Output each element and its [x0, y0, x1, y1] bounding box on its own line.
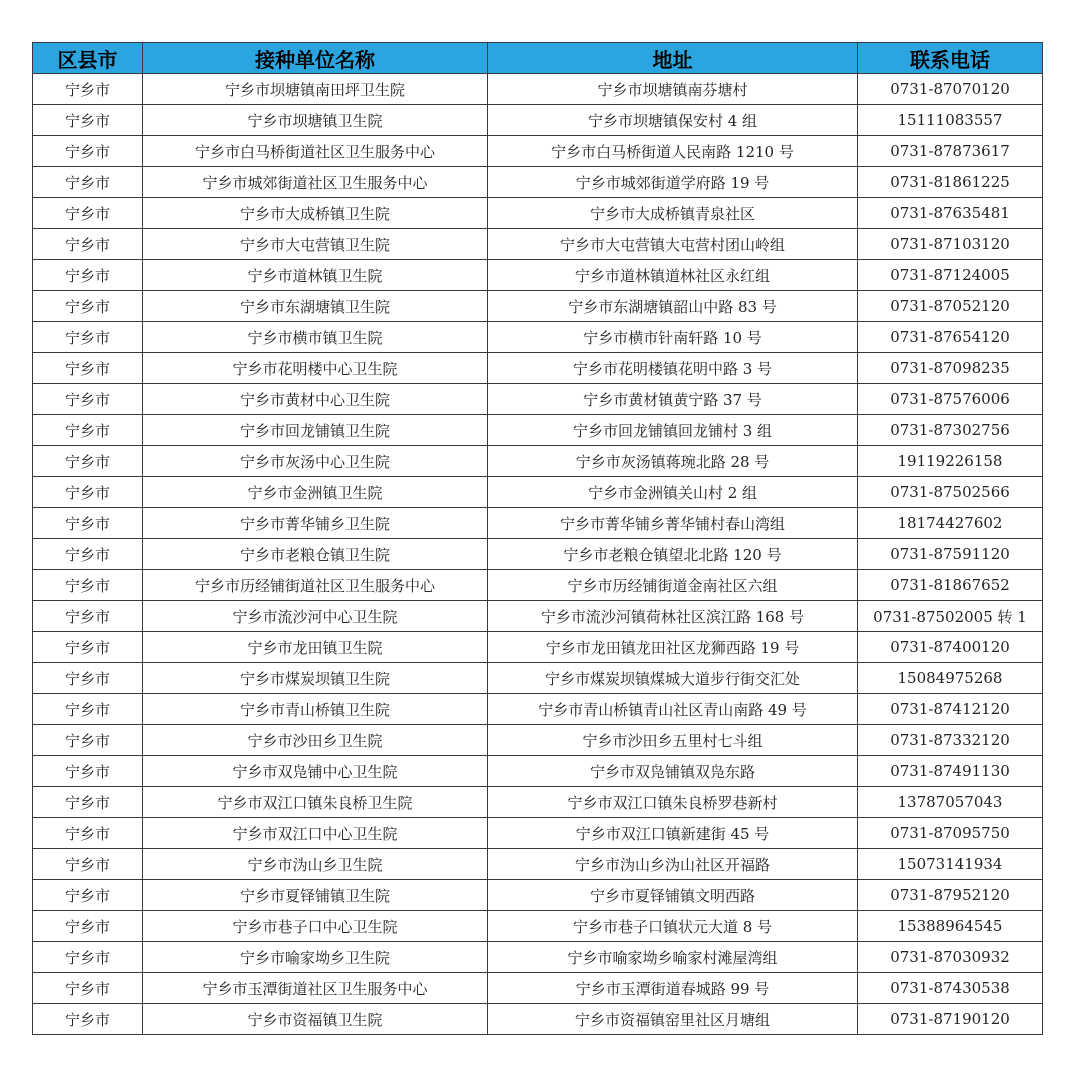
- district-cell: 宁乡市: [33, 105, 143, 136]
- district-cell: 宁乡市: [33, 725, 143, 756]
- address-cell: 宁乡市资福镇窑里社区月塘组: [488, 1004, 858, 1035]
- district-cell: 宁乡市: [33, 291, 143, 322]
- site-name-cell: 宁乡市沙田乡卫生院: [143, 725, 488, 756]
- site-name-cell: 宁乡市白马桥街道社区卫生服务中心: [143, 136, 488, 167]
- phone-cell: 0731-87190120: [858, 1004, 1043, 1035]
- table-row: [33, 105, 1043, 136]
- site-name-cell: 宁乡市横市镇卫生院: [143, 322, 488, 353]
- site-name-cell: 宁乡市双江口镇朱良桥卫生院: [143, 787, 488, 818]
- site-name-cell: 宁乡市玉潭街道社区卫生服务中心: [143, 973, 488, 1004]
- phone-cell: 0731-87030932: [858, 942, 1043, 973]
- table-row: [33, 694, 1043, 725]
- district-cell: 宁乡市: [33, 1004, 143, 1035]
- address-cell: 宁乡市花明楼镇花明中路 3 号: [488, 353, 858, 384]
- table-row: [33, 725, 1043, 756]
- district-cell: 宁乡市: [33, 632, 143, 663]
- address-cell: 宁乡市夏铎铺镇文明西路: [488, 880, 858, 911]
- site-name-cell: 宁乡市青山桥镇卫生院: [143, 694, 488, 725]
- address-cell: 宁乡市坝塘镇保安村 4 组: [488, 105, 858, 136]
- column-header-phone: 联系电话: [858, 43, 1043, 74]
- phone-cell: 15073141934: [858, 849, 1043, 880]
- table-body: [33, 74, 1043, 1035]
- table-row: [33, 198, 1043, 229]
- phone-cell: 15388964545: [858, 911, 1043, 942]
- table-row: [33, 849, 1043, 880]
- address-cell: 宁乡市大屯营镇大屯营村团山岭组: [488, 229, 858, 260]
- table-row: [33, 322, 1043, 353]
- table-row: [33, 973, 1043, 1004]
- address-cell: 宁乡市沩山乡沩山社区开福路: [488, 849, 858, 880]
- site-name-cell: 宁乡市灰汤中心卫生院: [143, 446, 488, 477]
- district-cell: 宁乡市: [33, 477, 143, 508]
- address-cell: 宁乡市沙田乡五里村七斗组: [488, 725, 858, 756]
- phone-cell: 0731-87430538: [858, 973, 1043, 1004]
- address-cell: 宁乡市东湖塘镇韶山中路 83 号: [488, 291, 858, 322]
- phone-cell: 0731-87502566: [858, 477, 1043, 508]
- phone-cell: 15084975268: [858, 663, 1043, 694]
- table-header-row: [33, 43, 1043, 74]
- phone-cell: 0731-87491130: [858, 756, 1043, 787]
- address-cell: 宁乡市灰汤镇蒋琬北路 28 号: [488, 446, 858, 477]
- phone-cell: 0731-87124005: [858, 260, 1043, 291]
- district-cell: 宁乡市: [33, 694, 143, 725]
- address-cell: 宁乡市大成桥镇青泉社区: [488, 198, 858, 229]
- phone-cell: 0731-87052120: [858, 291, 1043, 322]
- district-cell: 宁乡市: [33, 756, 143, 787]
- address-cell: 宁乡市历经铺街道金南社区六组: [488, 570, 858, 601]
- site-name-cell: 宁乡市金洲镇卫生院: [143, 477, 488, 508]
- phone-cell: 18174427602: [858, 508, 1043, 539]
- table-row: [33, 508, 1043, 539]
- address-cell: 宁乡市坝塘镇南芬塘村: [488, 74, 858, 105]
- site-name-cell: 宁乡市菁华铺乡卫生院: [143, 508, 488, 539]
- phone-cell: 0731-81861225: [858, 167, 1043, 198]
- district-cell: 宁乡市: [33, 74, 143, 105]
- table-row: [33, 353, 1043, 384]
- district-cell: 宁乡市: [33, 942, 143, 973]
- phone-cell: 0731-87302756: [858, 415, 1043, 446]
- address-cell: 宁乡市回龙铺镇回龙铺村 3 组: [488, 415, 858, 446]
- site-name-cell: 宁乡市道林镇卫生院: [143, 260, 488, 291]
- site-name-cell: 宁乡市历经铺街道社区卫生服务中心: [143, 570, 488, 601]
- site-name-cell: 宁乡市龙田镇卫生院: [143, 632, 488, 663]
- district-cell: 宁乡市: [33, 911, 143, 942]
- district-cell: 宁乡市: [33, 973, 143, 1004]
- district-cell: 宁乡市: [33, 570, 143, 601]
- table-row: [33, 570, 1043, 601]
- table-row: [33, 384, 1043, 415]
- phone-cell: 0731-87576006: [858, 384, 1043, 415]
- site-name-cell: 宁乡市煤炭坝镇卫生院: [143, 663, 488, 694]
- table-row: [33, 167, 1043, 198]
- table-row: [33, 663, 1043, 694]
- address-cell: 宁乡市双江口镇朱良桥罗巷新村: [488, 787, 858, 818]
- district-cell: 宁乡市: [33, 198, 143, 229]
- site-name-cell: 宁乡市老粮仓镇卫生院: [143, 539, 488, 570]
- address-cell: 宁乡市喻家坳乡喻家村滩屋湾组: [488, 942, 858, 973]
- district-cell: 宁乡市: [33, 167, 143, 198]
- phone-cell: 0731-87952120: [858, 880, 1043, 911]
- phone-cell: 0731-87400120: [858, 632, 1043, 663]
- district-cell: 宁乡市: [33, 446, 143, 477]
- district-cell: 宁乡市: [33, 415, 143, 446]
- site-name-cell: 宁乡市双凫铺中心卫生院: [143, 756, 488, 787]
- address-cell: 宁乡市巷子口镇状元大道 8 号: [488, 911, 858, 942]
- site-name-cell: 宁乡市坝塘镇南田坪卫生院: [143, 74, 488, 105]
- site-name-cell: 宁乡市花明楼中心卫生院: [143, 353, 488, 384]
- phone-cell: 13787057043: [858, 787, 1043, 818]
- site-name-cell: 宁乡市东湖塘镇卫生院: [143, 291, 488, 322]
- table-row: [33, 942, 1043, 973]
- phone-cell: 0731-87103120: [858, 229, 1043, 260]
- site-name-cell: 宁乡市双江口中心卫生院: [143, 818, 488, 849]
- phone-cell: 0731-87332120: [858, 725, 1043, 756]
- phone-cell: 19119226158: [858, 446, 1043, 477]
- district-cell: 宁乡市: [33, 136, 143, 167]
- table-row: [33, 911, 1043, 942]
- site-name-cell: 宁乡市资福镇卫生院: [143, 1004, 488, 1035]
- address-cell: 宁乡市流沙河镇荷林社区滨江路 168 号: [488, 601, 858, 632]
- site-name-cell: 宁乡市沩山乡卫生院: [143, 849, 488, 880]
- district-cell: 宁乡市: [33, 508, 143, 539]
- table-row: [33, 880, 1043, 911]
- table-row: [33, 415, 1043, 446]
- table-row: [33, 446, 1043, 477]
- table-row: [33, 539, 1043, 570]
- address-cell: 宁乡市金洲镇关山村 2 组: [488, 477, 858, 508]
- phone-cell: 0731-87095750: [858, 818, 1043, 849]
- address-cell: 宁乡市菁华铺乡菁华铺村春山湾组: [488, 508, 858, 539]
- district-cell: 宁乡市: [33, 849, 143, 880]
- district-cell: 宁乡市: [33, 787, 143, 818]
- table-row: [33, 756, 1043, 787]
- table-row: [33, 136, 1043, 167]
- vaccination-sites-table: [32, 42, 1043, 1035]
- address-cell: 宁乡市玉潭街道春城路 99 号: [488, 973, 858, 1004]
- district-cell: 宁乡市: [33, 353, 143, 384]
- site-name-cell: 宁乡市回龙铺镇卫生院: [143, 415, 488, 446]
- district-cell: 宁乡市: [33, 880, 143, 911]
- site-name-cell: 宁乡市坝塘镇卫生院: [143, 105, 488, 136]
- table-row: [33, 818, 1043, 849]
- district-cell: 宁乡市: [33, 818, 143, 849]
- phone-cell: 15111083557: [858, 105, 1043, 136]
- table-row: [33, 632, 1043, 663]
- column-header-district: 区县市: [33, 43, 143, 74]
- district-cell: 宁乡市: [33, 384, 143, 415]
- site-name-cell: 宁乡市喻家坳乡卫生院: [143, 942, 488, 973]
- phone-cell: 0731-87412120: [858, 694, 1043, 725]
- site-name-cell: 宁乡市巷子口中心卫生院: [143, 911, 488, 942]
- phone-cell: 0731-87070120: [858, 74, 1043, 105]
- address-cell: 宁乡市双江口镇新建街 45 号: [488, 818, 858, 849]
- address-cell: 宁乡市道林镇道林社区永红组: [488, 260, 858, 291]
- address-cell: 宁乡市黄材镇黄宁路 37 号: [488, 384, 858, 415]
- table-row: [33, 260, 1043, 291]
- site-name-cell: 宁乡市流沙河中心卫生院: [143, 601, 488, 632]
- table-row: [33, 1004, 1043, 1035]
- phone-cell: 0731-87654120: [858, 322, 1043, 353]
- district-cell: 宁乡市: [33, 539, 143, 570]
- table-row: [33, 74, 1043, 105]
- phone-cell: 0731-87098235: [858, 353, 1043, 384]
- phone-cell: 0731-81867652: [858, 570, 1043, 601]
- site-name-cell: 宁乡市城郊街道社区卫生服务中心: [143, 167, 488, 198]
- address-cell: 宁乡市白马桥街道人民南路 1210 号: [488, 136, 858, 167]
- vaccination-sites-table-wrapper: [32, 42, 1042, 1035]
- address-cell: 宁乡市龙田镇龙田社区龙狮西路 19 号: [488, 632, 858, 663]
- address-cell: 宁乡市青山桥镇青山社区青山南路 49 号: [488, 694, 858, 725]
- phone-cell: 0731-87502005 转 1: [858, 601, 1043, 632]
- phone-cell: 0731-87873617: [858, 136, 1043, 167]
- table-row: [33, 229, 1043, 260]
- site-name-cell: 宁乡市大成桥镇卫生院: [143, 198, 488, 229]
- phone-cell: 0731-87591120: [858, 539, 1043, 570]
- phone-cell: 0731-87635481: [858, 198, 1043, 229]
- address-cell: 宁乡市双凫铺镇双凫东路: [488, 756, 858, 787]
- district-cell: 宁乡市: [33, 260, 143, 291]
- district-cell: 宁乡市: [33, 322, 143, 353]
- address-cell: 宁乡市煤炭坝镇煤城大道步行街交汇处: [488, 663, 858, 694]
- column-header-site-name: 接种单位名称: [143, 43, 488, 74]
- address-cell: 宁乡市城郊街道学府路 19 号: [488, 167, 858, 198]
- site-name-cell: 宁乡市黄材中心卫生院: [143, 384, 488, 415]
- table-row: [33, 601, 1043, 632]
- table-row: [33, 291, 1043, 322]
- column-header-address: 地址: [488, 43, 858, 74]
- table-row: [33, 477, 1043, 508]
- district-cell: 宁乡市: [33, 229, 143, 260]
- site-name-cell: 宁乡市大屯营镇卫生院: [143, 229, 488, 260]
- site-name-cell: 宁乡市夏铎铺镇卫生院: [143, 880, 488, 911]
- district-cell: 宁乡市: [33, 663, 143, 694]
- district-cell: 宁乡市: [33, 601, 143, 632]
- address-cell: 宁乡市老粮仓镇望北北路 120 号: [488, 539, 858, 570]
- address-cell: 宁乡市横市针南轩路 10 号: [488, 322, 858, 353]
- table-row: [33, 787, 1043, 818]
